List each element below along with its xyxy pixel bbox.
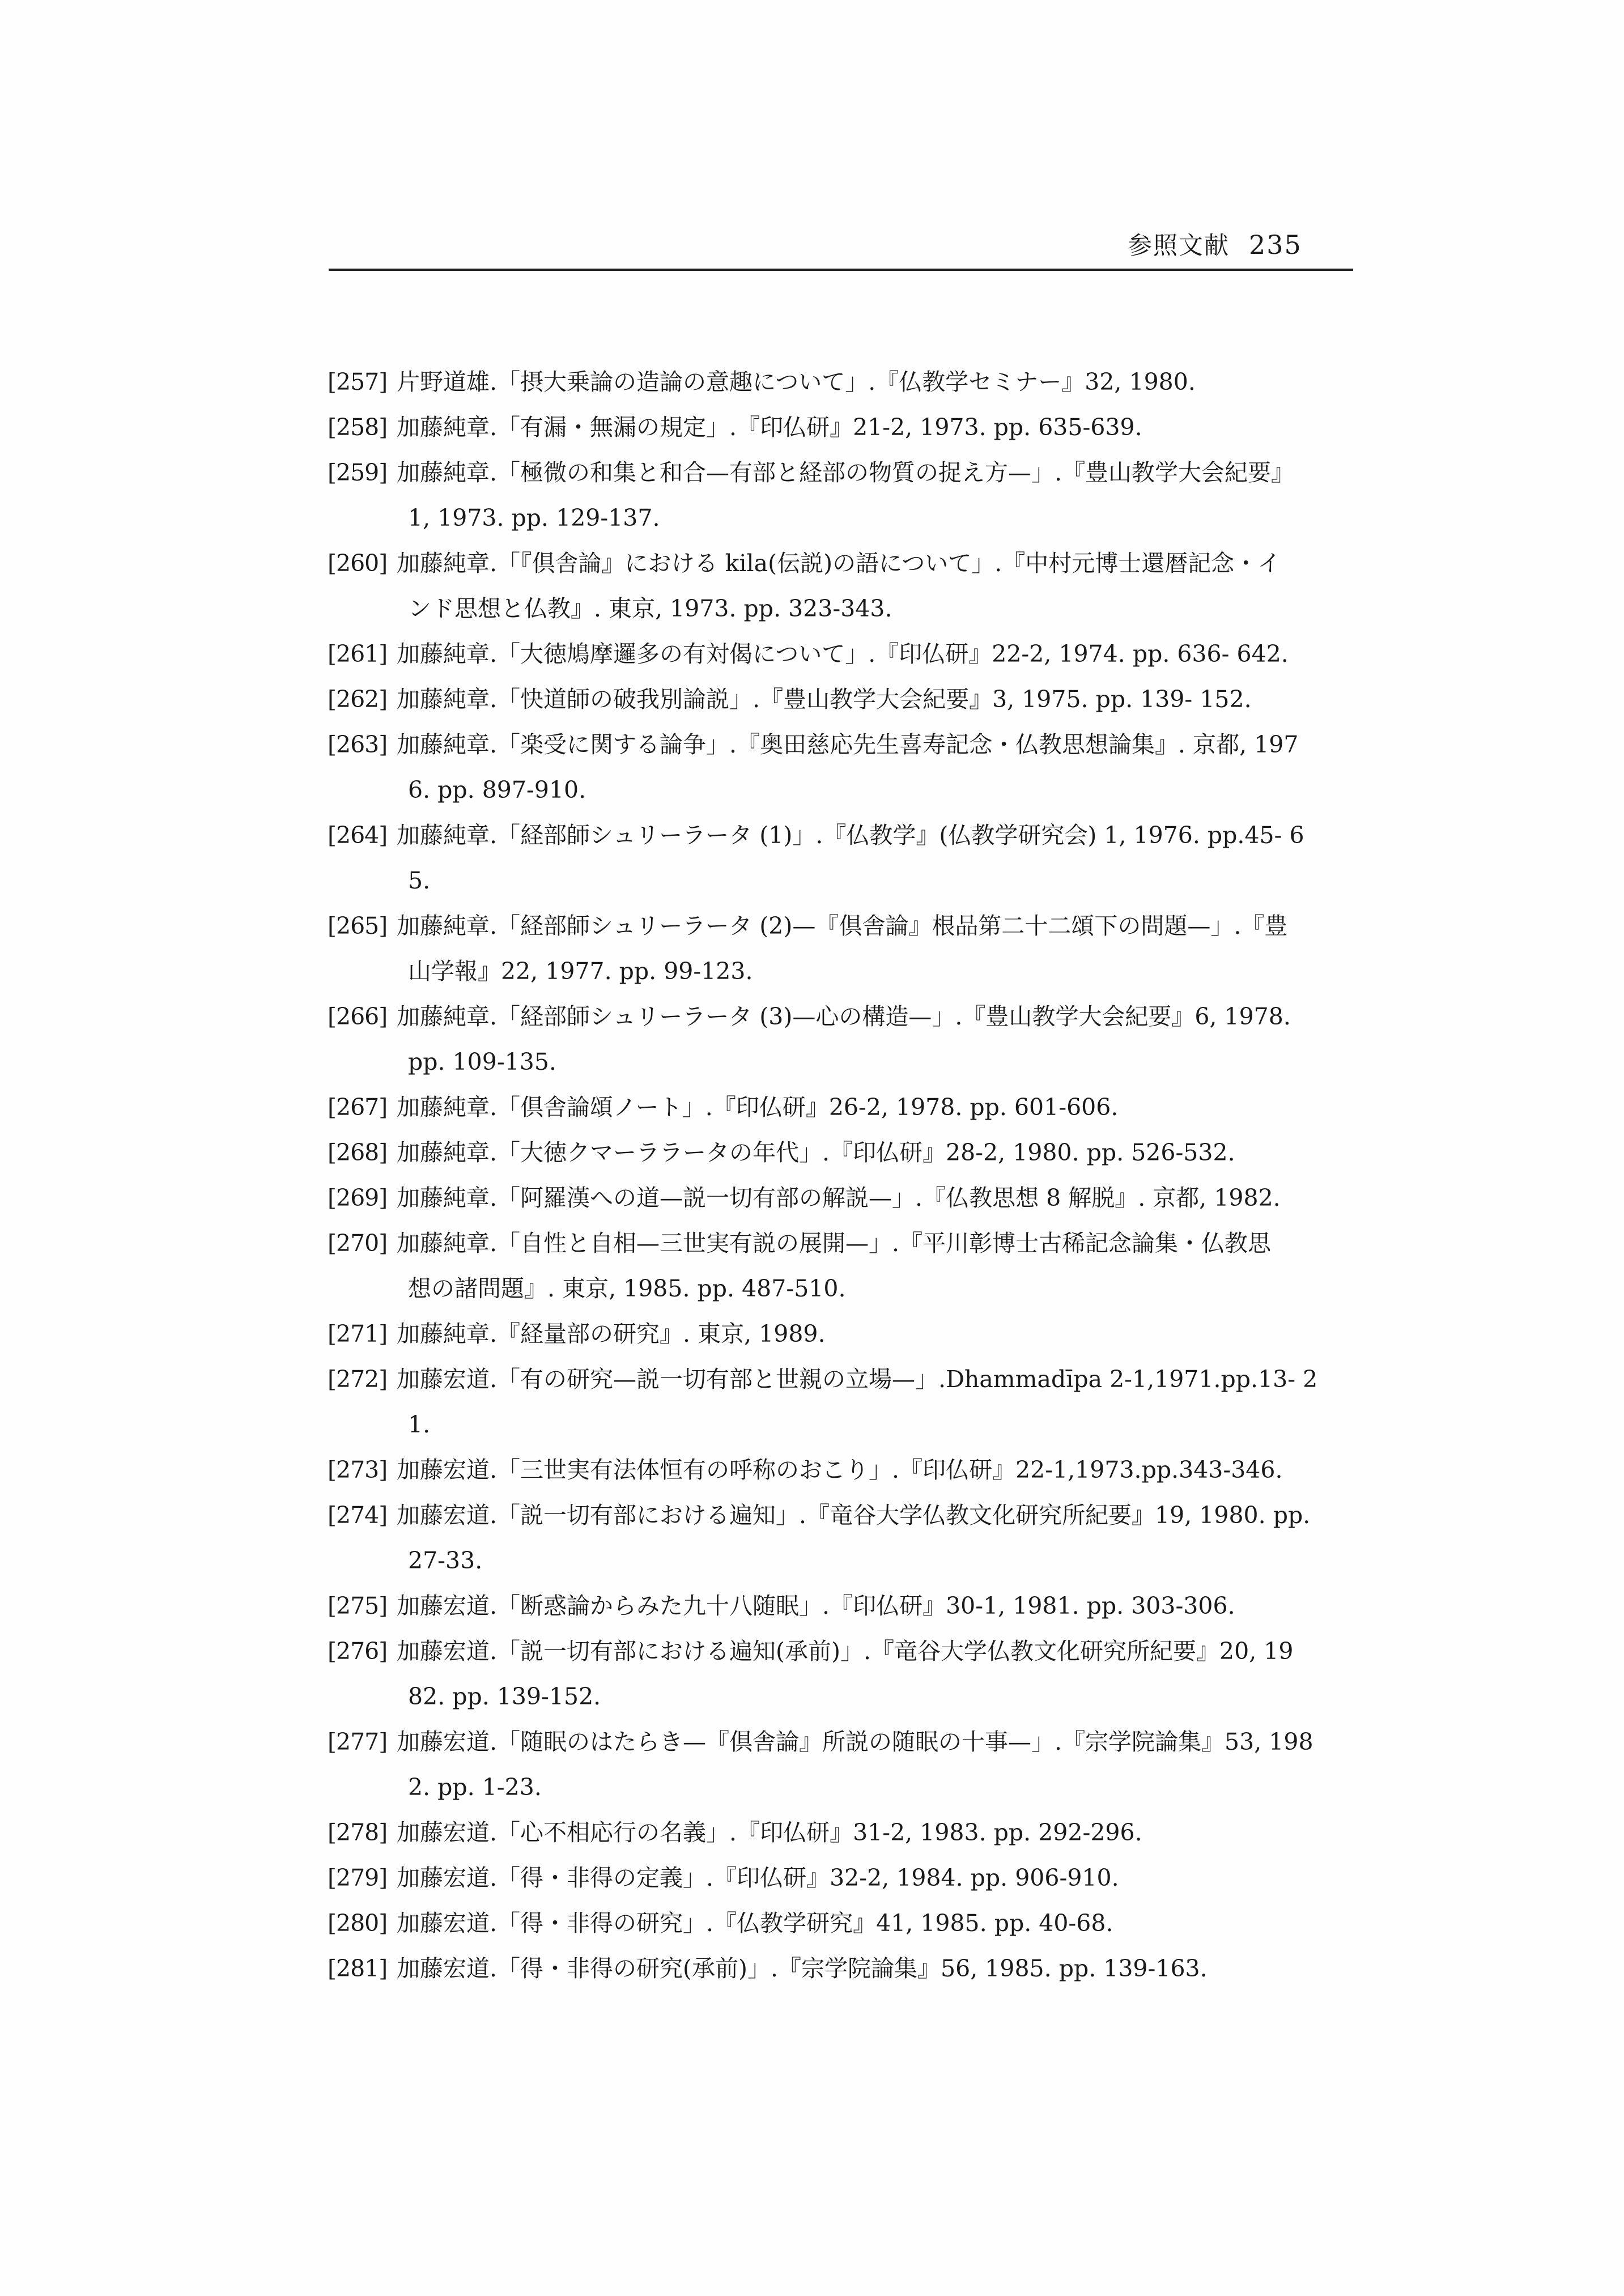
reference-continuation-line: 5. <box>408 867 431 894</box>
reference-number: [276] <box>328 1638 388 1665</box>
reference-entry <box>328 1447 1347 1493</box>
reference-entry <box>328 994 1347 1085</box>
reference-number: [265] <box>328 912 388 939</box>
reference-number: [262] <box>328 686 388 713</box>
reference-text <box>397 1221 1343 1311</box>
reference-line: 加藤宏道.「得・非得の定義」.『印仏研』32-2, 1984. pp. 906-910. <box>397 1864 1119 1891</box>
reference-list <box>328 359 1347 1991</box>
reference-line: 加藤純章.「大徳クマーララータの年代」.『印仏研』28-2, 1980. pp. 526-532. <box>397 1139 1235 1166</box>
reference-text <box>397 405 1343 450</box>
reference-line: 加藤宏道.「三世実有法体恒有の呼称のおこり」.『印仏研』22-1,1973.pp.343-346. <box>397 1456 1283 1483</box>
reference-number: [259] <box>328 459 388 486</box>
reference-text <box>397 359 1343 405</box>
reference-text <box>397 1719 1343 1810</box>
reference-number: [274] <box>328 1502 388 1529</box>
reference-entry <box>328 1900 1347 1946</box>
reference-text <box>397 1085 1343 1130</box>
reference-text <box>397 450 1343 541</box>
reference-continuation-line: ンド思想と仏教』. 東京, 1973. pp. 323-343. <box>408 595 892 622</box>
reference-line: 加藤純章.「倶舎論頌ノート」.『印仏研』26-2, 1978. pp. 601-606. <box>397 1094 1119 1121</box>
page-number: 235 <box>1249 229 1302 260</box>
reference-entry <box>328 1085 1347 1130</box>
reference-line: 加藤純章.「経部師シュリーラータ (3)—心の構造—」.『豊山教学大会紀要』6, 1978. <box>397 1003 1291 1030</box>
reference-number: [268] <box>328 1139 388 1166</box>
reference-number: [271] <box>328 1320 388 1347</box>
reference-line: 加藤純章.「極微の和集と和合—有部と経部の物質の捉え方—」.『豊山教学大会紀要』 <box>397 459 1295 486</box>
reference-number: [264] <box>328 822 388 849</box>
reference-number: [281] <box>328 1955 388 1982</box>
reference-entry <box>328 1175 1347 1221</box>
reference-number: [261] <box>328 640 388 667</box>
reference-number: [275] <box>328 1592 388 1619</box>
reference-entry <box>328 1719 1347 1810</box>
reference-line: 加藤純章.「阿羅漢への道—説一切有部の解説—」.『仏教思想 8 解脱』. 京都, 1982. <box>397 1184 1281 1211</box>
reference-text <box>397 1311 1343 1357</box>
reference-entry <box>328 1130 1347 1175</box>
reference-continuation-line: 2. pp. 1-23. <box>408 1774 542 1801</box>
reference-text <box>397 1447 1343 1493</box>
reference-text <box>397 1493 1343 1583</box>
reference-entry <box>328 722 1347 813</box>
running-header-title: 参照文献 <box>1128 232 1230 260</box>
reference-text <box>397 1130 1343 1175</box>
reference-continuation-line: 27-33. <box>408 1547 483 1574</box>
reference-text <box>397 1900 1343 1946</box>
reference-entry <box>328 1629 1347 1719</box>
reference-number: [277] <box>328 1728 388 1755</box>
reference-text <box>397 631 1343 677</box>
reference-line: 加藤宏道.「得・非得の研究」.『仏教学研究』41, 1985. pp. 40-68. <box>397 1910 1113 1937</box>
reference-number: [278] <box>328 1819 388 1846</box>
reference-line: 加藤宏道.「随眠のはたらき—『倶舎論』所説の随眠の十事—」.『宗学院論集』53, 198 <box>397 1728 1313 1755</box>
reference-number: [260] <box>328 550 388 577</box>
reference-line: 加藤宏道.「心不相応行の名義」.『印仏研』31-2, 1983. pp. 292-296. <box>397 1819 1142 1846</box>
reference-entry <box>328 1221 1347 1311</box>
reference-text <box>397 1855 1343 1900</box>
reference-text <box>397 1946 1343 1991</box>
reference-line: 加藤純章.「経部師シュリーラータ (1)」.『仏教学』(仏教学研究会) 1, 1976. pp.45- 6 <box>397 822 1304 849</box>
reference-line: 加藤純章.「自性と自相—三世実有説の展開—」.『平川彰博士古稀記念論集・仏教思 <box>397 1230 1272 1257</box>
reference-entry <box>328 405 1347 450</box>
reference-continuation-line: 1. <box>408 1411 431 1438</box>
header-rule <box>329 269 1353 271</box>
reference-text <box>397 541 1343 631</box>
reference-text <box>397 677 1343 722</box>
reference-line: 加藤純章.「『倶舎論』における kila(伝説)の語について」.『中村元博士還暦記念・イ <box>397 550 1281 577</box>
reference-text <box>397 1629 1343 1719</box>
running-header <box>1128 227 1354 261</box>
reference-text <box>397 722 1343 813</box>
reference-line: 加藤純章.「有漏・無漏の規定」.『印仏研』21-2, 1973. pp. 635-639. <box>397 414 1142 441</box>
reference-continuation-line: 想の諸問題』. 東京, 1985. pp. 487-510. <box>408 1275 846 1302</box>
reference-number: [257] <box>328 368 388 396</box>
reference-entry <box>328 1357 1347 1447</box>
reference-entry <box>328 677 1347 722</box>
reference-continuation-line: pp. 109-135. <box>408 1048 556 1075</box>
reference-number: [280] <box>328 1910 388 1937</box>
reference-number: [272] <box>328 1366 388 1393</box>
reference-text <box>397 1357 1343 1447</box>
reference-line: 加藤純章.「楽受に関する論争」.『奥田慈応先生喜寿記念・仏教思想論集』. 京都, 197 <box>397 731 1299 758</box>
reference-line: 加藤宏道.「有の研究—説一切有部と世親の立場—」.Dhammadīpa 2-1,1971.pp.13- 2 <box>397 1366 1318 1393</box>
reference-number: [270] <box>328 1230 388 1257</box>
reference-entry <box>328 450 1347 541</box>
reference-text <box>397 903 1343 994</box>
reference-continuation-line: 1, 1973. pp. 129-137. <box>408 504 660 532</box>
reference-entry <box>328 1583 1347 1629</box>
reference-line: 加藤純章.「大徳鳩摩邏多の有対偈について」.『印仏研』22-2, 1974. pp. 636- 642. <box>397 640 1289 667</box>
reference-continuation-line: 山学報』22, 1977. pp. 99-123. <box>408 958 753 985</box>
reference-number: [266] <box>328 1003 388 1030</box>
reference-line: 加藤純章.『経量部の研究』. 東京, 1989. <box>397 1320 826 1347</box>
reference-number: [273] <box>328 1456 388 1483</box>
reference-number: [267] <box>328 1094 388 1121</box>
reference-line: 加藤宏道.「説一切有部における遍知(承前)」.『竜谷大学仏教文化研究所紀要』20, 19 <box>397 1638 1294 1665</box>
reference-continuation-line: 82. pp. 139-152. <box>408 1683 601 1710</box>
reference-line: 加藤宏道.「説一切有部における遍知」.『竜谷大学仏教文化研究所紀要』19, 1980. pp. <box>397 1502 1311 1529</box>
reference-entry <box>328 1493 1347 1583</box>
reference-number: [269] <box>328 1184 388 1211</box>
reference-text <box>397 994 1343 1085</box>
reference-number: [279] <box>328 1864 388 1891</box>
reference-entry <box>328 1855 1347 1900</box>
reference-text <box>397 1175 1343 1221</box>
reference-entry <box>328 1946 1347 1991</box>
reference-entry <box>328 903 1347 994</box>
reference-continuation-line: 6. pp. 897-910. <box>408 776 586 803</box>
reference-line: 加藤純章.「経部師シュリーラータ (2)—『倶舎論』根品第二十二頌下の問題—」.『豊 <box>397 912 1288 939</box>
reference-entry <box>328 1810 1347 1855</box>
reference-line: 加藤宏道.「断惑論からみた九十八随眠」.『印仏研』30-1, 1981. pp. 303-306. <box>397 1592 1235 1619</box>
reference-number: [263] <box>328 731 388 758</box>
reference-text <box>397 1583 1343 1629</box>
reference-entry <box>328 1311 1347 1357</box>
reference-line: 片野道雄.「摂大乗論の造論の意趣について」.『仏教学セミナー』32, 1980. <box>397 368 1196 396</box>
reference-entry <box>328 541 1347 631</box>
reference-line: 加藤純章.「快道師の破我別論説」.『豊山教学大会紀要』3, 1975. pp. 139- 152. <box>397 686 1252 713</box>
reference-entry <box>328 631 1347 677</box>
reference-line: 加藤宏道.「得・非得の研究(承前)」.『宗学院論集』56, 1985. pp. 139-163. <box>397 1955 1208 1982</box>
reference-number: [258] <box>328 414 388 441</box>
reference-entry <box>328 359 1347 405</box>
reference-text <box>397 813 1343 903</box>
reference-entry <box>328 813 1347 903</box>
reference-text <box>397 1810 1343 1855</box>
